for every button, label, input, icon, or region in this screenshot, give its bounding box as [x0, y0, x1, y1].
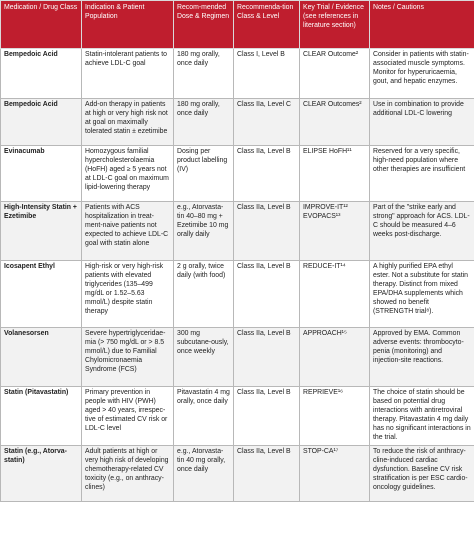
cell-notes: Part of the "strike early and strong" approach for ACS. LDL-C should be measured 4–6 weeks post-discharge.: [370, 202, 474, 261]
cell-notes: To reduce the risk of anthracy-cline-induced cardiac dysfunction. Baseline CV risk stratification is per ESC cardio-oncology guidelines.: [370, 446, 474, 502]
table-row: [1, 202, 474, 261]
header-dose: Recom-mended Dose & Regimen: [174, 1, 234, 49]
cell-dose: 2 g orally, twice daily (with food): [174, 261, 234, 328]
header-indication: Indication & Patient Population: [82, 1, 174, 49]
table-row: [1, 261, 474, 328]
cell-recommendation: Class I, Level B: [234, 49, 300, 99]
cell-recommendation: Class IIa, Level B: [234, 202, 300, 261]
cell-trial: STOP-CA¹⁷: [300, 446, 370, 502]
cell-drug: Bempedoic Acid: [1, 49, 82, 99]
header-recommendation: Recommenda-tion Class & Level: [234, 1, 300, 49]
cell-indication: Severe hypertriglyceridae-mia (> 750 mg/dL or > 8.5 mmol/L) due to Familial Chylomicronaemia Syndrome (FCS): [82, 328, 174, 387]
table-row: [1, 328, 474, 387]
cell-indication: Patients with ACS hospitalization in treat-ment-naive patients not expected to achieve LDL-C goal with statin alone: [82, 202, 174, 261]
table-row: [1, 99, 474, 146]
table-row: [1, 387, 474, 446]
cell-dose: 300 mg subcutane-ously, once weekly: [174, 328, 234, 387]
cell-indication: Add-on therapy in patients at high or very high risk not at goal on maximally tolerated statin ± ezetimibe: [82, 99, 174, 146]
cell-notes: A highly purified EPA ethyl ester. Not a substitute for statin therapy. Distinct from mixed EPA/DHA supplements which showed no benefit (STRENGTH trial⁸).: [370, 261, 474, 328]
cell-indication: Statin-intolerant patients to achieve LDL-C goal: [82, 49, 174, 99]
cell-dose: 180 mg orally, once daily: [174, 99, 234, 146]
cell-notes: The choice of statin should be based on potential drug interactions with antiretroviral therapy. Pitavastatin 4 mg daily has no significant interactions in the trial.: [370, 387, 474, 446]
cell-drug: Statin (Pitavastatin): [1, 387, 82, 446]
cell-recommendation: Class IIa, Level B: [234, 387, 300, 446]
header-notes: Notes / Cautions: [370, 1, 474, 49]
cell-dose: 180 mg orally, once daily: [174, 49, 234, 99]
cell-notes: Consider in patients with statin-associated muscle symptoms. Monitor for hyperuricaemia, gout, and hepatic enzymes.: [370, 49, 474, 99]
cell-notes: Reserved for a very specific, high-need population where other therapies are insufficient: [370, 146, 474, 202]
header-row: [1, 1, 474, 49]
cell-recommendation: Class IIa, Level B: [234, 328, 300, 387]
cell-trial: REDUCE-IT¹⁴: [300, 261, 370, 328]
cell-drug: Icosapent Ethyl: [1, 261, 82, 328]
cell-indication: High-risk or very high-risk patients with elevated triglycerides (135–499 mg/dL or 1.52–5.63 mmol/L) despite statin therapy: [82, 261, 174, 328]
header-key-trial: Key Trial / Evidence (see references in literature section): [300, 1, 370, 49]
cell-drug: Statin (e.g., Atorva-statin): [1, 446, 82, 502]
cell-drug: Bempedoic Acid: [1, 99, 82, 146]
cell-dose: Dosing per product labelling (IV): [174, 146, 234, 202]
cell-indication: Homozygous familial hypercholesterolaemia (HoFH) aged ≥ 5 years not at LDL-C goal on maximum lipid-lowering therapy: [82, 146, 174, 202]
cell-indication: Adult patients at high or very high risk of developing chemotherapy-related CV toxicity (e.g., on anthracy-clines): [82, 446, 174, 502]
table-row: [1, 446, 474, 502]
cell-notes: Approved by EMA. Common adverse events: thrombocyto-penia (monitoring) and injection-site reactions.: [370, 328, 474, 387]
cell-drug: Evinacumab: [1, 146, 82, 202]
table-header: [1, 1, 474, 49]
cell-trial: APPROACH¹⁵: [300, 328, 370, 387]
cell-drug: Volanesorsen: [1, 328, 82, 387]
cell-recommendation: Class IIa, Level B: [234, 261, 300, 328]
cell-trial: REPRIEVE¹⁶: [300, 387, 370, 446]
cell-notes: Use in combination to provide additional LDL-C lowering: [370, 99, 474, 146]
header-medication: Medication / Drug Class: [1, 1, 82, 49]
cell-dose: e.g., Atorvasta-tin 40 mg orally, once daily: [174, 446, 234, 502]
table-body: [1, 49, 474, 502]
cell-dose: e.g., Atorvasta-tin 40–80 mg + Ezetimibe 10 mg orally daily: [174, 202, 234, 261]
table-row: [1, 146, 474, 202]
cell-trial: CLEAR Outcomes²: [300, 99, 370, 146]
cell-trial: ELIPSE HoFH¹¹: [300, 146, 370, 202]
cell-indication: Primary prevention in people with HIV (PWH) aged > 40 years, irrespec-tive of estimated CV risk or LDL-C level: [82, 387, 174, 446]
cell-drug: High-Intensity Statin + Ezetimibe: [1, 202, 82, 261]
cell-recommendation: Class IIa, Level C: [234, 99, 300, 146]
cell-recommendation: Class IIa, Level B: [234, 146, 300, 202]
cell-trial: CLEAR Outcome²: [300, 49, 370, 99]
cell-recommendation: Class IIa, Level B: [234, 446, 300, 502]
cell-trial: IMPROVE-IT¹² EVOPACS¹³: [300, 202, 370, 261]
cell-dose: Pitavastatin 4 mg orally, once daily: [174, 387, 234, 446]
table-row: [1, 49, 474, 99]
